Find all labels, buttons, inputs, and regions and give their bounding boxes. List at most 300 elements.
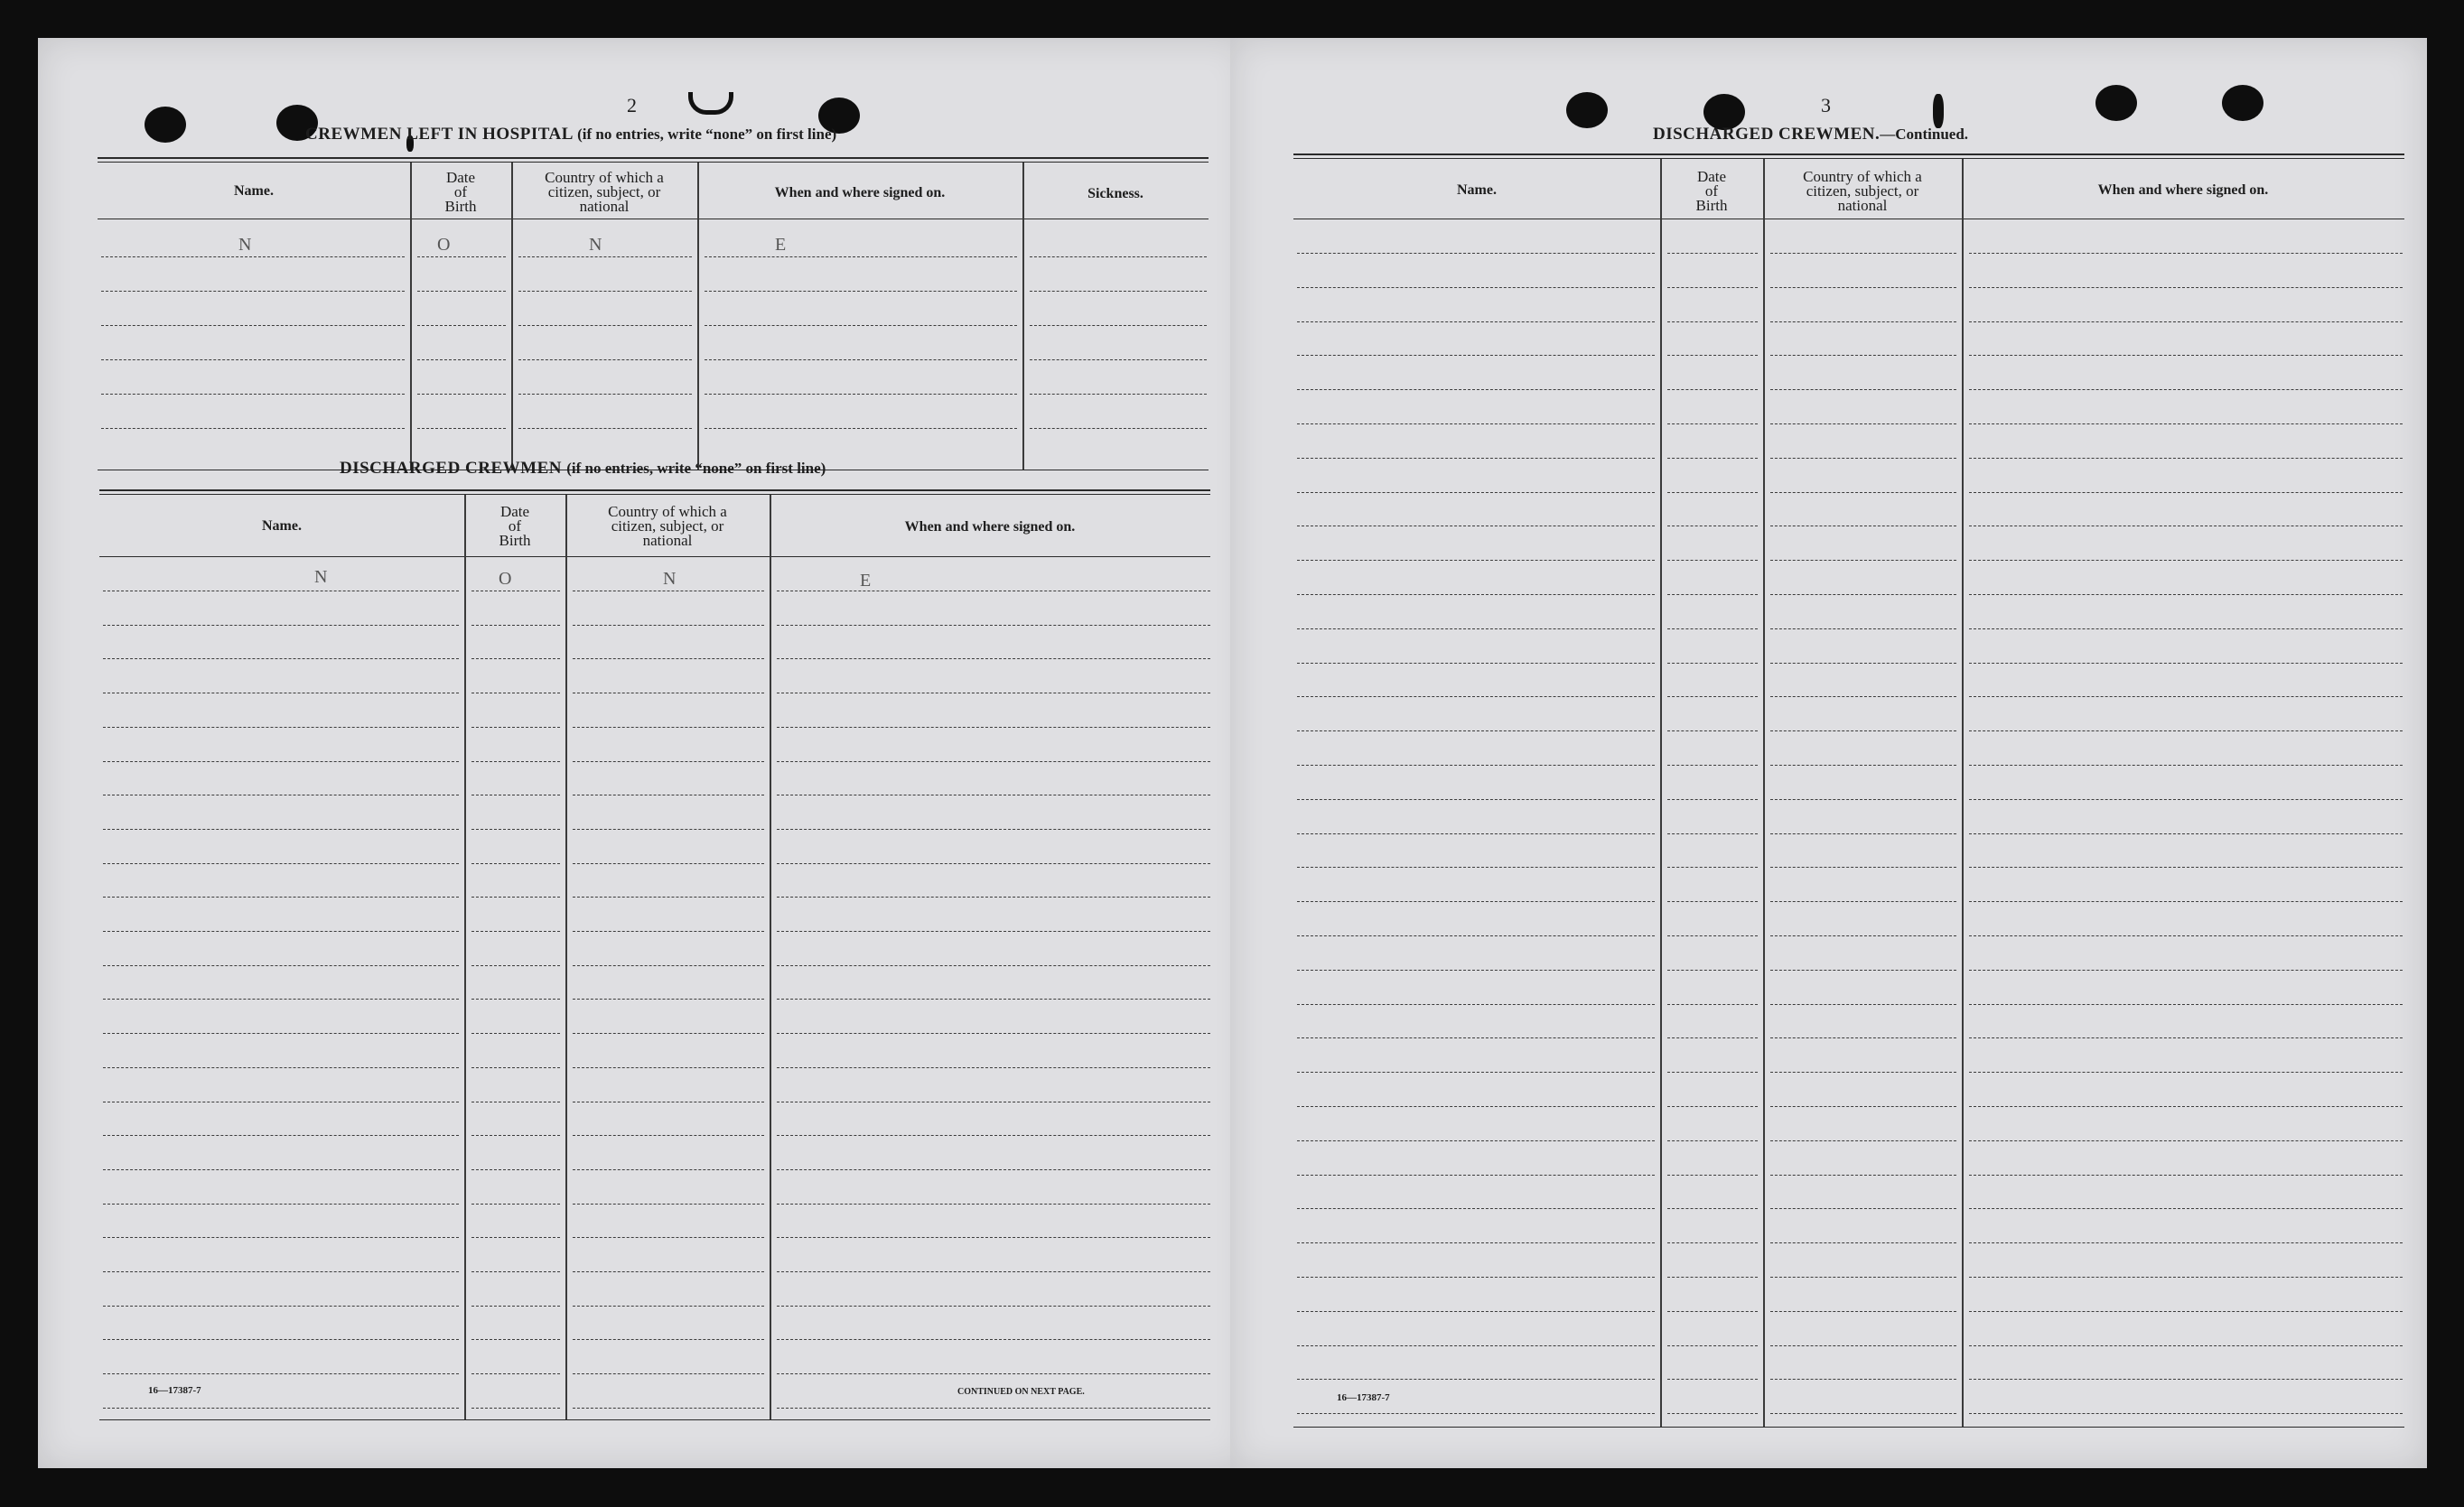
ruled-line <box>471 1135 560 1136</box>
ruled-line <box>1297 1175 1655 1176</box>
ruled-line <box>573 1067 764 1068</box>
continued-note: CONTINUED ON NEXT PAGE. <box>957 1387 1085 1397</box>
ruled-line <box>1969 628 2403 629</box>
ruled-line <box>1770 423 1956 424</box>
ruled-line <box>1667 1037 1758 1038</box>
discharged-title-text: DISCHARGED CREWMEN <box>340 459 562 478</box>
form-number: 16—17387-7 <box>1337 1392 1390 1403</box>
ruled-line <box>1297 253 1655 254</box>
ruled-line <box>1667 833 1758 834</box>
ruled-line <box>777 658 1210 659</box>
col-header-sickness: Sickness. <box>1087 186 1143 201</box>
ruled-line <box>1667 287 1758 288</box>
ruled-line <box>1770 765 1956 766</box>
ruled-line <box>1770 1004 1956 1005</box>
ruled-line <box>777 1033 1210 1034</box>
ruled-line <box>1770 1072 1956 1073</box>
ruled-line <box>573 999 764 1000</box>
ruled-line <box>1297 1277 1655 1278</box>
ruled-line <box>1770 867 1956 868</box>
entry-country: N <box>663 569 677 589</box>
ruled-line <box>471 999 560 1000</box>
ruled-line <box>1297 628 1655 629</box>
ruled-line <box>1969 253 2403 254</box>
ruled-line <box>1969 1208 2403 1209</box>
title-text: DISCHARGED CREWMEN. <box>1653 125 1881 144</box>
ruled-line <box>1770 492 1956 493</box>
ruled-line <box>103 829 459 830</box>
ruled-line <box>777 1067 1210 1068</box>
ruled-line <box>1667 253 1758 254</box>
ruled-line <box>1667 355 1758 356</box>
ruled-line <box>1969 1175 2403 1176</box>
ruled-line <box>1770 696 1956 697</box>
ruled-line <box>1667 765 1758 766</box>
ruled-line <box>1667 1140 1758 1141</box>
ruled-line <box>471 727 560 728</box>
ruled-line <box>1770 1311 1956 1312</box>
ruled-line <box>1667 389 1758 390</box>
ruled-line <box>103 1373 459 1374</box>
title-suffix: —Continued. <box>1880 126 1969 143</box>
ruled-line <box>1969 355 2403 356</box>
ruled-line <box>1030 256 1207 257</box>
ruled-line <box>1969 765 2403 766</box>
ruled-line <box>777 1339 1210 1340</box>
ruled-line <box>1770 1175 1956 1176</box>
header-rule <box>99 556 1210 557</box>
ruled-line <box>777 931 1210 932</box>
ruled-line <box>1030 325 1207 326</box>
ruled-line <box>101 394 405 395</box>
rule <box>1293 153 2404 155</box>
ruled-line <box>1770 287 1956 288</box>
ruled-line <box>1969 1345 2403 1346</box>
ruled-line <box>1297 867 1655 868</box>
ruled-line <box>103 1306 459 1307</box>
col-header-name: Name. <box>234 183 274 199</box>
ruled-line <box>103 863 459 864</box>
rule <box>99 1419 1210 1420</box>
punch-hole <box>1566 92 1608 128</box>
page-number: 2 <box>627 94 637 116</box>
ruled-line <box>1969 833 2403 834</box>
ruled-line <box>103 1204 459 1205</box>
ruled-line <box>705 428 1017 429</box>
column-divider <box>565 495 567 1419</box>
ruled-line <box>1969 663 2403 664</box>
ruled-line <box>705 359 1017 360</box>
punch-hole <box>145 107 186 143</box>
ruled-line <box>518 428 692 429</box>
ruled-line <box>1667 594 1758 595</box>
ruled-line <box>1667 1004 1758 1005</box>
ruled-line <box>103 727 459 728</box>
ruled-line <box>471 1033 560 1034</box>
column-divider <box>511 163 513 470</box>
ruled-line <box>103 1067 459 1068</box>
ruled-line <box>417 359 506 360</box>
column-divider <box>1022 163 1024 470</box>
col-header-name: Name. <box>262 518 302 534</box>
ruled-line <box>1969 560 2403 561</box>
entry-signed: E <box>775 235 787 255</box>
ruled-line <box>1969 1413 2403 1414</box>
right-page <box>1230 38 2427 1468</box>
ruled-line <box>103 658 459 659</box>
ruled-line <box>1297 594 1655 595</box>
ruled-line <box>1297 389 1655 390</box>
ruled-line <box>1770 321 1956 322</box>
ruled-line <box>1297 1208 1655 1209</box>
ruled-line <box>1667 1242 1758 1243</box>
ruled-line <box>1297 663 1655 664</box>
ruled-line <box>1969 1004 2403 1005</box>
ruled-line <box>417 325 506 326</box>
ruled-line <box>1969 1037 2403 1038</box>
page-number: 3 <box>1821 94 1831 116</box>
col-header-signed: When and where signed on. <box>2097 182 2269 198</box>
rule <box>98 157 1209 159</box>
ruled-line <box>573 761 764 762</box>
col-header-dob: Date of Birth <box>499 503 531 549</box>
ruled-line <box>573 727 764 728</box>
ruled-line <box>1969 1140 2403 1141</box>
ruled-line <box>1969 901 2403 902</box>
ruled-line <box>1667 492 1758 493</box>
ruled-line <box>1969 423 2403 424</box>
ruled-line <box>777 1271 1210 1272</box>
ruled-line <box>1297 1140 1655 1141</box>
discharged-instruction: (if no entries, write “none” on first line) <box>566 460 826 477</box>
ruled-line <box>1667 458 1758 459</box>
ruled-line <box>518 291 692 292</box>
ruled-line <box>573 658 764 659</box>
form-number: 16—17387-7 <box>148 1385 201 1396</box>
ruled-line <box>1297 1037 1655 1038</box>
ruled-line <box>1667 628 1758 629</box>
ruled-line <box>471 1067 560 1068</box>
ruled-line <box>1297 1345 1655 1346</box>
ruled-line <box>1667 935 1758 936</box>
ruled-line <box>777 1373 1210 1374</box>
ruled-line <box>777 727 1210 728</box>
ruled-line <box>1297 287 1655 288</box>
ruled-line <box>1297 765 1655 766</box>
ruled-line <box>1969 389 2403 390</box>
ruled-line <box>471 1237 560 1238</box>
rule <box>1293 1427 2404 1428</box>
ruled-line <box>518 256 692 257</box>
ruled-line <box>1969 867 2403 868</box>
ruled-line <box>1667 1208 1758 1209</box>
ruled-line <box>1297 560 1655 561</box>
ruled-line <box>1770 901 1956 902</box>
ruled-line <box>573 625 764 626</box>
ruled-line <box>1030 394 1207 395</box>
ruled-line <box>705 256 1017 257</box>
ruled-line <box>1667 730 1758 731</box>
ruled-line <box>1770 1106 1956 1107</box>
ruled-line <box>1297 1242 1655 1243</box>
ruled-line <box>1770 628 1956 629</box>
ruled-line <box>1667 663 1758 664</box>
ruled-line <box>1770 833 1956 834</box>
entry-dob: O <box>499 569 512 589</box>
ruled-line <box>573 1271 764 1272</box>
ruled-line <box>471 965 560 966</box>
ruled-line <box>1667 1413 1758 1414</box>
entry-country: N <box>589 235 602 255</box>
hospital-title-text: CREWMEN LEFT IN HOSPITAL <box>305 125 573 144</box>
ruled-line <box>1667 1175 1758 1176</box>
ruled-line <box>1297 355 1655 356</box>
column-divider <box>1962 159 1964 1427</box>
col-header-country: Country of which a citizen, subject, or national <box>545 169 664 215</box>
ruled-line <box>1297 970 1655 971</box>
ruled-line <box>1969 1379 2403 1380</box>
ink-mark <box>688 92 733 115</box>
ruled-line <box>1297 423 1655 424</box>
ruled-line <box>1667 1345 1758 1346</box>
ruled-line <box>777 1237 1210 1238</box>
ruled-line <box>573 863 764 864</box>
ruled-line <box>103 1169 459 1170</box>
ruled-line <box>777 761 1210 762</box>
ruled-line <box>471 1339 560 1340</box>
ruled-line <box>103 897 459 898</box>
ruled-line <box>101 291 405 292</box>
ruled-line <box>471 761 560 762</box>
column-divider <box>410 163 412 470</box>
col-header-signed: When and where signed on. <box>774 185 946 200</box>
ruled-line <box>1297 1379 1655 1380</box>
ruled-line <box>1667 1379 1758 1380</box>
punch-hole <box>2222 85 2263 121</box>
ruled-line <box>101 325 405 326</box>
left-page <box>38 38 1248 1468</box>
ruled-line <box>103 931 459 932</box>
ruled-line <box>1667 321 1758 322</box>
ruled-line <box>471 658 560 659</box>
rule <box>98 162 1209 163</box>
rule <box>99 489 1210 491</box>
ruled-line <box>777 1204 1210 1205</box>
ruled-line <box>705 291 1017 292</box>
hospital-section-title <box>305 125 836 144</box>
entry-signed: E <box>860 571 872 591</box>
column-divider <box>1660 159 1662 1427</box>
ruled-line <box>1969 1311 2403 1312</box>
col-header-name: Name. <box>1457 182 1497 198</box>
ruled-line <box>1297 321 1655 322</box>
ruled-line <box>1667 1277 1758 1278</box>
ruled-line <box>103 1033 459 1034</box>
ruled-line <box>1969 1072 2403 1073</box>
ruled-line <box>518 359 692 360</box>
ruled-line <box>1969 458 2403 459</box>
punch-hole <box>2095 85 2137 121</box>
ruled-line <box>1770 663 1956 664</box>
ruled-line <box>777 1169 1210 1170</box>
ruled-line <box>1770 1413 1956 1414</box>
ruled-line <box>1770 253 1956 254</box>
discharged-section-title <box>340 459 826 479</box>
ruled-line <box>103 1408 459 1409</box>
discharged-continued-title <box>1653 125 1968 144</box>
column-divider <box>464 495 466 1419</box>
ruled-line <box>573 1135 764 1136</box>
ruled-line <box>1667 799 1758 800</box>
ruled-line <box>777 965 1210 966</box>
ruled-line <box>1770 1345 1956 1346</box>
ruled-line <box>471 1271 560 1272</box>
ruled-line <box>471 863 560 864</box>
ruled-line <box>101 256 405 257</box>
ruled-line <box>1770 355 1956 356</box>
ruled-line <box>1030 291 1207 292</box>
ink-mark <box>1933 94 1944 128</box>
ruled-line <box>1297 1072 1655 1073</box>
ruled-line <box>1297 901 1655 902</box>
ruled-line <box>1770 1277 1956 1278</box>
ruled-line <box>417 291 506 292</box>
ruled-line <box>101 428 405 429</box>
ruled-line <box>1770 1208 1956 1209</box>
ruled-line <box>101 359 405 360</box>
ruled-line <box>1030 359 1207 360</box>
ruled-line <box>573 1204 764 1205</box>
ruled-line <box>1770 1037 1956 1038</box>
ruled-line <box>1297 799 1655 800</box>
ruled-line <box>1969 970 2403 971</box>
ruled-line <box>103 1339 459 1340</box>
ruled-line <box>573 965 764 966</box>
ruled-line <box>471 1204 560 1205</box>
ruled-line <box>777 863 1210 864</box>
ruled-line <box>777 1306 1210 1307</box>
ruled-line <box>1969 492 2403 493</box>
entry-dob: O <box>437 235 451 255</box>
ruled-line <box>1770 799 1956 800</box>
ruled-line <box>471 1169 560 1170</box>
hospital-instruction: (if no entries, write “none” on first line) <box>577 126 837 143</box>
ruled-line <box>705 325 1017 326</box>
ruled-line <box>777 999 1210 1000</box>
ruled-line <box>573 829 764 830</box>
ruled-line <box>573 897 764 898</box>
col-header-country: Country of which a citizen, subject, or national <box>608 503 727 549</box>
ruled-line <box>1770 389 1956 390</box>
ruled-line <box>417 428 506 429</box>
column-divider <box>697 163 699 470</box>
ruled-line <box>103 965 459 966</box>
ruled-line <box>1297 1004 1655 1005</box>
ruled-line <box>471 829 560 830</box>
ruled-line <box>1297 935 1655 936</box>
ruled-line <box>573 1033 764 1034</box>
ruled-line <box>1667 1072 1758 1073</box>
ruled-line <box>518 325 692 326</box>
ruled-line <box>1969 594 2403 595</box>
ruled-line <box>1770 970 1956 971</box>
rule <box>99 494 1210 495</box>
ruled-line <box>417 394 506 395</box>
ruled-line <box>573 1169 764 1170</box>
ruled-line <box>471 1373 560 1374</box>
ruled-line <box>103 761 459 762</box>
ruled-line <box>1667 1311 1758 1312</box>
column-divider <box>1763 159 1765 1427</box>
ruled-line <box>777 1408 1210 1409</box>
col-header-country: Country of which a citizen, subject, or national <box>1803 168 1922 214</box>
ruled-line <box>417 256 506 257</box>
ruled-line <box>1667 970 1758 971</box>
ruled-line <box>1297 492 1655 493</box>
ruled-line <box>1297 1413 1655 1414</box>
ruled-line <box>1770 730 1956 731</box>
ruled-line <box>1297 833 1655 834</box>
ruled-line <box>1969 1106 2403 1107</box>
ruled-line <box>777 1135 1210 1136</box>
ruled-line <box>1667 867 1758 868</box>
ruled-line <box>1297 696 1655 697</box>
ruled-line <box>471 897 560 898</box>
ruled-line <box>573 931 764 932</box>
ruled-line <box>103 625 459 626</box>
ruled-line <box>573 1237 764 1238</box>
ruled-line <box>471 625 560 626</box>
ruled-line <box>1770 1379 1956 1380</box>
ruled-line <box>471 1306 560 1307</box>
ruled-line <box>1969 730 2403 731</box>
rule <box>1293 158 2404 159</box>
ruled-line <box>1969 1242 2403 1243</box>
ruled-line <box>1030 428 1207 429</box>
ruled-line <box>573 1373 764 1374</box>
ruled-line <box>471 931 560 932</box>
ruled-line <box>1770 1140 1956 1141</box>
ruled-line <box>1667 560 1758 561</box>
ruled-line <box>1667 423 1758 424</box>
ruled-line <box>1297 1106 1655 1107</box>
ruled-line <box>1667 1106 1758 1107</box>
ruled-line <box>518 394 692 395</box>
ruled-line <box>1667 901 1758 902</box>
ruled-line <box>1770 594 1956 595</box>
ruled-line <box>1770 458 1956 459</box>
ruled-line <box>471 1408 560 1409</box>
ruled-line <box>705 394 1017 395</box>
ruled-line <box>103 1135 459 1136</box>
ruled-line <box>1297 730 1655 731</box>
ruled-line <box>1297 1311 1655 1312</box>
ruled-line <box>1770 1242 1956 1243</box>
ruled-line <box>1770 935 1956 936</box>
ruled-line <box>777 625 1210 626</box>
ruled-line <box>1770 560 1956 561</box>
ruled-line <box>1969 935 2403 936</box>
ruled-line <box>1297 458 1655 459</box>
col-header-dob: Date of Birth <box>444 169 477 215</box>
ruled-line <box>103 1237 459 1238</box>
ruled-line <box>103 999 459 1000</box>
entry-name: N <box>238 235 252 255</box>
ruled-line <box>573 1339 764 1340</box>
ruled-line <box>573 1306 764 1307</box>
ruled-line <box>777 829 1210 830</box>
ruled-line <box>1969 696 2403 697</box>
